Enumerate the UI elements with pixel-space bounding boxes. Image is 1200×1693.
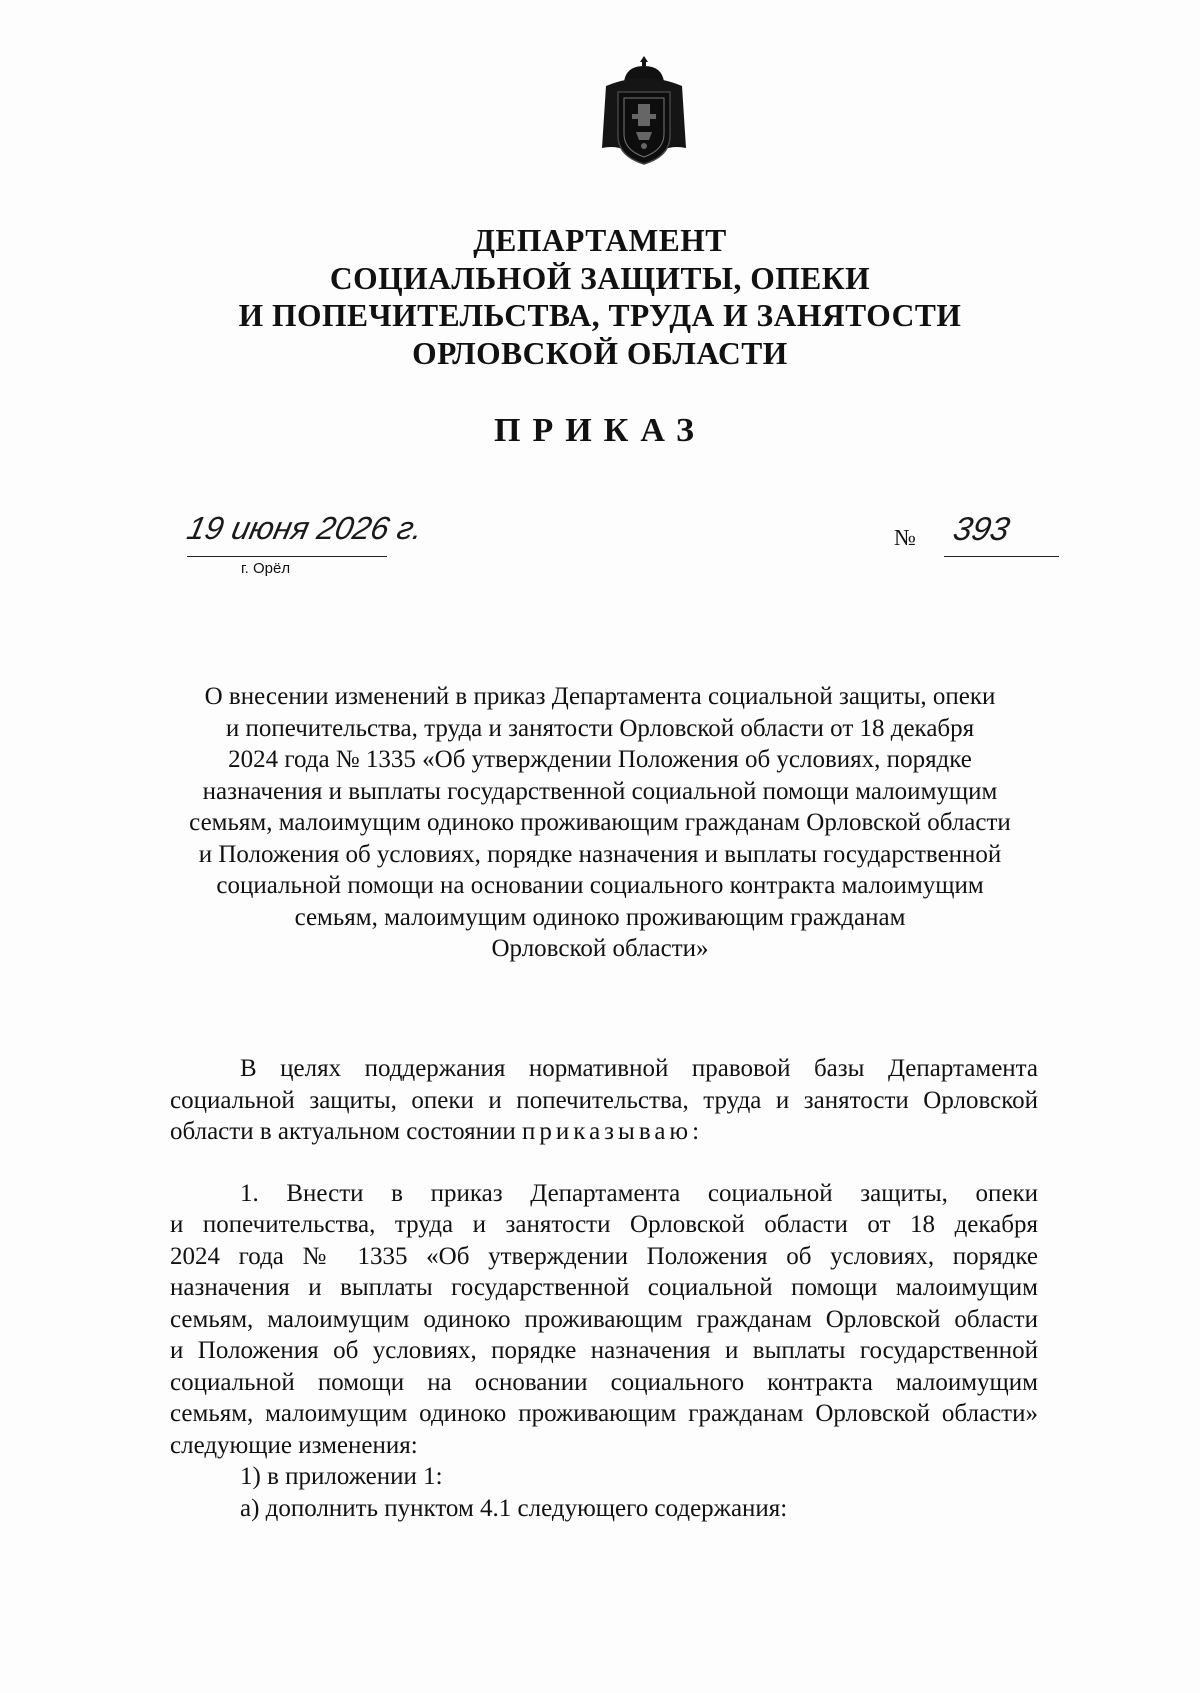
order-title [160,681,1040,965]
title-line: социальной помощи на основании социального контракта малоимущим [216,872,984,899]
title-line: Орловской области» [491,935,709,962]
title-line: и Положения об условиях, порядке назначения и выплаты государственной [198,840,1002,868]
title-line: семьям, малоимущим одиноко проживающим гражданам [294,903,906,931]
city-label: г. Орёл [241,560,291,577]
item-line: и Положения об условиях, порядке назначения и выплаты государственной [170,1337,1038,1364]
header-line: СОЦИАЛЬНОЙ ЗАЩИТЫ, ОПЕКИ [329,260,871,296]
item-line: 2024 года № 1335 «Об утверждении Положения об условиях, порядке [170,1242,1038,1270]
order-body [170,1053,1038,1524]
number-underline [944,556,1059,557]
item-line: следующие изменения: [170,1431,418,1459]
preamble-line: социальной защиты, опеки и попечительства, труда и занятости Орловской [170,1086,1038,1114]
number-sign: № [894,525,916,550]
order-verb: приказываю: [522,1118,704,1145]
item-line: и попечительства, труда и занятости Орловской области от 18 декабря [170,1211,1038,1238]
title-line: семьям, малоимущим одиноко проживающим гражданам Орловской области [189,809,1011,836]
item-line: социальной помощи на основании социального контракта малоимущим [170,1368,1038,1396]
document-type-title: ПРИКАЗ [494,412,706,449]
item-line: семьям, малоимущим одиноко проживающим гражданам Орловской области» [170,1400,1038,1427]
title-line: назначения и выплаты государственной социальной помощи малоимущим [202,777,998,805]
coat-of-arms-icon [596,52,692,170]
handwritten-number: 393 [950,510,1014,547]
item-line: назначения и выплаты государственной социальной помощи малоимущим [170,1274,1038,1301]
title-line: и попечительства, труда и занятости Орловской области от 18 декабря [225,714,975,742]
title-line: О внесении изменений в приказ Департамента социальной защиты, опеки [204,683,996,710]
title-line: 2024 года № 1335 «Об утверждении Положения об условиях, порядке [228,746,972,773]
header-line: ДЕПАРТАМЕНТ [473,223,727,258]
item-line: 1. Внести в приказ Департамента социальной защиты, опеки [240,1179,1038,1207]
subitem-line: а) дополнить пунктом 4.1 следующего содержания: [240,1494,788,1522]
preamble-text: области в актуальном состоянии [170,1118,523,1145]
header-line: И ПОПЕЧИТЕЛЬСТВА, ТРУДА И ЗАНЯТОСТИ [238,298,962,333]
handwritten-date: 19 июня 2026 г. [184,510,427,546]
item-line: семьям, малоимущим одиноко проживающим гражданам Орловской области [170,1305,1038,1333]
department-header [170,222,1030,372]
header-line: ОРЛОВСКОЙ ОБЛАСТИ [412,335,788,371]
date-underline [187,556,387,557]
subitem-line: 1) в приложении 1: [240,1463,443,1490]
preamble-line: В целях поддержания нормативной правовой базы Департамента [240,1055,1038,1082]
preamble-line [170,1116,1038,1148]
